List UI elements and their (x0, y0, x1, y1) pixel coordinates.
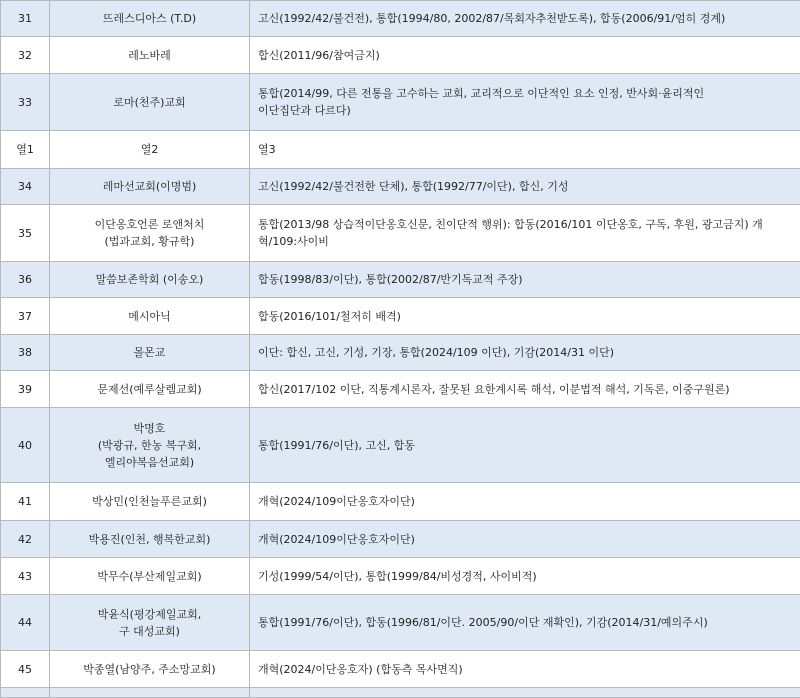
table-row (1, 335, 800, 371)
table-row (1, 408, 800, 483)
column-header-row (1, 131, 800, 169)
row-number: 35 (1, 205, 50, 262)
resolution-text: 통합(1991/76/이단), 합동(1996/81/이단. 2005/90/이단 재확인), 기감(2014/31/예의주시) (250, 595, 800, 651)
row-number: 33 (1, 74, 50, 131)
group-name: 박종열(남양주, 주소망교회) (50, 651, 250, 688)
column-header: 열2 (50, 131, 250, 169)
table-row (1, 169, 800, 205)
resolution-text: 개혁(2024/109이단옹호자이단) (250, 521, 800, 558)
row-number: 31 (1, 1, 50, 37)
table-row (1, 37, 800, 74)
group-name: 메시아닉 (50, 298, 250, 335)
row-number: 42 (1, 521, 50, 558)
group-name: 레노바레 (50, 37, 250, 74)
row-number: 39 (1, 371, 50, 408)
column-header: 열3 (250, 131, 800, 169)
group-name: 문제선(예루살렘교회) (50, 371, 250, 408)
table-row (1, 558, 800, 595)
row-number: 45 (1, 651, 50, 688)
group-name: 몰몬교 (50, 335, 250, 371)
row-number: 37 (1, 298, 50, 335)
resolution-text: 통합(1991/76/이단), 고신, 합동 (250, 408, 800, 483)
table-row (1, 371, 800, 408)
row-number: 41 (1, 483, 50, 521)
resolution-text: 기성(1999/54/이단), 통합(1999/84/비성경적, 사이비적) (250, 558, 800, 595)
group-name: 박무수(부산제일교회) (50, 558, 250, 595)
table-row (1, 298, 800, 335)
row-number: 44 (1, 595, 50, 651)
row-number: 43 (1, 558, 50, 595)
resolution-text: 개혁(2024/이단옹호자) (합동측 목사면직) (250, 651, 800, 688)
table-row (1, 521, 800, 558)
group-name: 말씀보존학회 (이송오) (50, 262, 250, 298)
group-name: 로마(천주)교회 (50, 74, 250, 131)
group-name: 박명호 (박광규, 한농 복구회, 엘리야복음선교회) (50, 408, 250, 483)
resolution-text: 합신(2017/102 이단, 직통계시론자, 잘못된 요한계시록 해석, 이분법적 해석, 기독론, 이중구원론) (250, 371, 800, 408)
table-row (1, 651, 800, 688)
resolution-text: 합동(2016/101/철저히 배격) (250, 298, 800, 335)
table-row (1, 262, 800, 298)
group-name: 박용진(인천, 행복한교회) (50, 521, 250, 558)
table-row (1, 74, 800, 131)
resolution-text: 고신(1992/42/불건전), 통합(1994/80, 2002/87/목회자추천받도록), 합동(2006/91/엄히 경계) (250, 1, 800, 37)
row-number: 38 (1, 335, 50, 371)
table-row (1, 1, 800, 37)
resolution-text: 통합(2014/99, 다른 전통을 고수하는 교회, 교리적으로 이단적인 요소 인정, 반사회·윤리적인 이단집단과 다르다) (250, 74, 800, 131)
row-number: 36 (1, 262, 50, 298)
row-number: 34 (1, 169, 50, 205)
table-row (1, 595, 800, 651)
resolution-text: 합신(2011/96/참여금지) (250, 37, 800, 74)
group-name: 박윤식(평강제일교회, 구 대성교회) (50, 595, 250, 651)
row-number: 40 (1, 408, 50, 483)
group-name: 레마선교회(이명범) (50, 169, 250, 205)
resolution-text: 고신(1992/42/불건전한 단체), 통합(1992/77/이단), 합신, 기성 (250, 169, 800, 205)
table-row (1, 205, 800, 262)
resolution-text: 개혁(2024/109이단옹호자이단) (250, 483, 800, 521)
group-name: 박상민(인천늘푸른교회) (50, 483, 250, 521)
resolution-text: 이단: 합신, 고신, 기성, 기장, 통합(2024/109 이단), 기감(2014/31 이단) (250, 335, 800, 371)
row-number: 32 (1, 37, 50, 74)
column-header: 열1 (1, 131, 50, 169)
table-row (1, 483, 800, 521)
group-name: 이단옹호언론 로앤처치 (법과교회, 황규학) (50, 205, 250, 262)
group-name: 뜨레스디아스 (T.D) (50, 1, 250, 37)
resolution-text: 합동(1998/83/이단), 통합(2002/87/반기독교적 주장) (250, 262, 800, 298)
resolution-text: 통합(2013/98 상습적이단옹호신문, 친이단적 행위): 합동(2016/101 이단옹호, 구독, 후원, 광고금지) 개 혁/109:사이비 (250, 205, 800, 262)
